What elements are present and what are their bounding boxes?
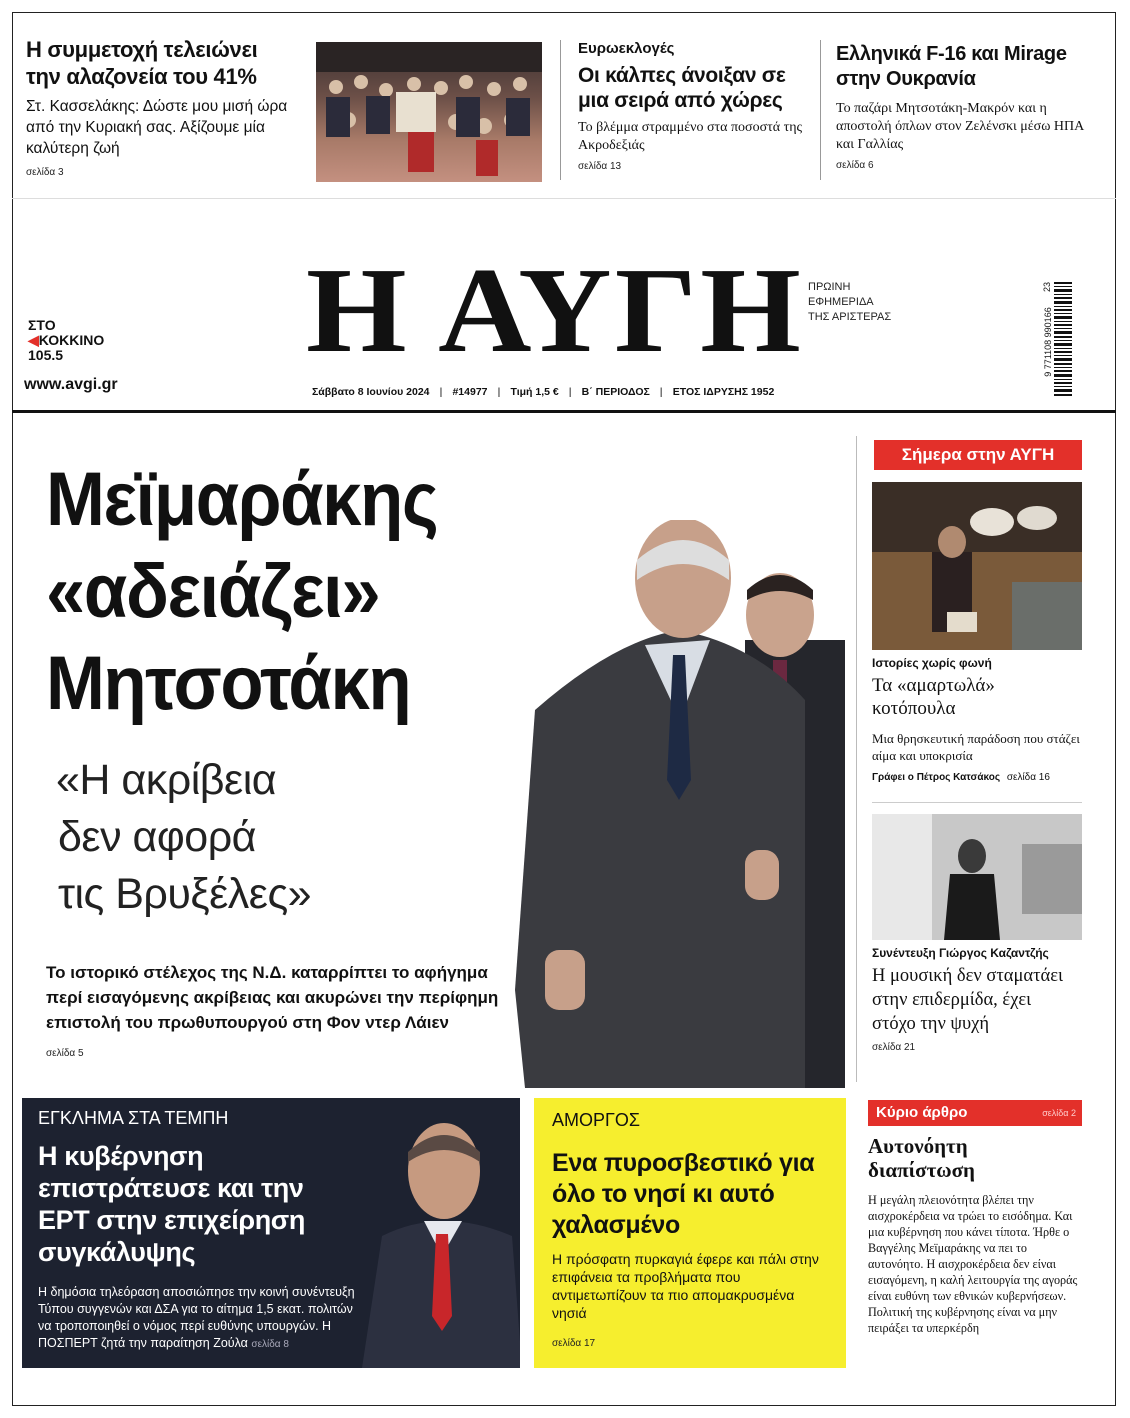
sidebar-photo-chickens <box>872 482 1082 650</box>
quote-line: δεν αφορά <box>58 813 257 861</box>
issue-date: Σάββατο 8 Ιουνίου 2024 <box>312 386 430 398</box>
sidebar-item-2-kicker: Συνέντευξη Γιώργος Καζαντζής <box>872 946 1049 960</box>
issue-founded: ΕΤΟΣ ΙΔΡΥΣΗΣ 1952 <box>672 386 775 398</box>
editorial-label-bar <box>868 1100 1082 1126</box>
minister-image <box>362 1116 520 1368</box>
top-story-1[interactable] <box>26 36 296 178</box>
top-story-2-body: Το βλέμμα στραμμένο στα ποσοστά της Ακροδεξιάς <box>578 120 803 153</box>
page-ref: σελίδα 16 <box>1006 772 1050 783</box>
sidebar-item-2-title: Η μουσική δεν σταματάει στην επιδερμίδα, έχει στόχο την ψυχή <box>872 966 1063 1034</box>
barcode-number: 9 771108 990166 <box>1043 307 1053 377</box>
chickens-image <box>872 482 1082 650</box>
tempi-box[interactable] <box>22 1098 520 1368</box>
radio-logo[interactable] <box>28 318 104 362</box>
tagline-line: ΤΗΣ ΑΡΙΣΤΕΡΑΣ <box>808 311 892 323</box>
amorgos-body: Η πρόσφατη πυρκαγιά έφερε και πάλι στην επιφάνεια τα προβλήματα που αντιμετωπίζουν τα πιο απομακρυσμένα νησιά <box>552 1251 819 1321</box>
top-story-1-page: σελίδα 3 <box>26 167 64 178</box>
sidebar-item-1-title: Τα «αμαρτωλά» κοτόπουλα <box>872 675 995 719</box>
top-story-2[interactable] <box>578 40 803 172</box>
top-story-3[interactable] <box>836 42 1091 171</box>
top-story-2-title: Οι κάλπες άνοιξαν σε μια σειρά από χώρες <box>578 64 786 112</box>
politicians-image <box>505 520 845 1088</box>
tempi-body-text: Η δημόσια τηλεόραση αποσιώπησε την κοινή συνέντευξη Τύπου συγγενών και ΔΣΑ για το αίτημα 1,5 εκατ. πολιτών να τροποποιηθεί ο νόμος περί ευθύνης υπουργών. Η ΠΟΣΠΕΡΤ ζητά την παραίτηση Ζούλα <box>38 1285 355 1350</box>
lead-headline <box>46 454 437 730</box>
masthead-tagline <box>808 280 891 325</box>
tempi-title: Η κυβέρνηση επιστράτευσε και την ΕΡΤ στην επιχείρηση συγκάλυψης <box>38 1141 305 1267</box>
sidebar-header: Σήμερα στην ΑΥΓΗ <box>874 440 1082 470</box>
tempi-kicker: ΕΓΚΛΗΜΑ ΣΤΑ ΤΕΜΠΗ <box>38 1108 229 1128</box>
quote-line: τις Βρυξέλες» <box>58 870 312 918</box>
headline-line: Μητσοτάκη <box>46 641 411 726</box>
sidebar-item-2-page: σελίδα 21 <box>872 1042 916 1053</box>
sidebar-item-1-credit <box>872 772 1082 783</box>
masthead-rule <box>12 410 1116 413</box>
radio-name: ΚΟΚΚΙΝΟ <box>38 332 105 348</box>
musician-image <box>872 814 1082 940</box>
tagline-line: ΕΦΗΜΕΡΙΔΑ <box>808 296 874 308</box>
top-story-1-title: Η συμμετοχή τελειώνει την αλαζονεία του 41% <box>26 37 258 89</box>
issue-period: Β΄ ΠΕΡΙΟΔΟΣ <box>581 386 650 398</box>
quote-line: «Η ακρίβεια <box>56 756 277 804</box>
divider <box>560 40 561 180</box>
sidebar-item-1[interactable] <box>872 656 1082 783</box>
website-link[interactable]: www.avgi.gr <box>24 376 118 393</box>
arrow-icon: ◀ <box>28 332 39 348</box>
divider <box>872 802 1082 803</box>
amorgos-kicker: ΑΜΟΡΓΟΣ <box>552 1110 641 1130</box>
top-story-3-page: σελίδα 6 <box>836 160 874 171</box>
tempi-page: σελίδα 8 <box>251 1339 289 1350</box>
lead-summary: Το ιστορικό στέλεχος της Ν.Δ. καταρρίπτει το αφήγημα περί εισαγόμενης ακρίβειας και ακυρώνει την περίφημη επιστολή του πρωθυπουργού στη Φον ντερ Λάιεν <box>46 963 499 1032</box>
sidebar-item-1-body: Μια θρησκευτική παράδοση που στάζει αίμα και υποκρισία <box>872 731 1080 763</box>
top-story-3-body: Το παζάρι Μητσοτάκη-Μακρόν και η αποστολή όπλων στον Ζελένσκι μέσω ΗΠΑ και Γαλλίας <box>836 101 1084 152</box>
amorgos-page: σελίδα 17 <box>552 1338 596 1349</box>
top-photo-crowd <box>316 42 542 182</box>
divider <box>856 436 857 1082</box>
tagline-line: ΠΡΩΙΝΗ <box>808 281 851 293</box>
sidebar-item-2[interactable] <box>872 946 1082 1053</box>
headline-line: Μεϊμαράκης <box>46 457 438 542</box>
byline: Γράφει ο Πέτρος Κατσάκος <box>872 772 1001 783</box>
issue-info-bar: Σάββατο 8 Ιουνίου 2024 | #14977 | Τιμή 1,5 € | Β΄ ΠΕΡΙΟΔΟΣ | ΕΤΟΣ ΙΔΡΥΣΗΣ 1952 <box>312 386 775 398</box>
editorial[interactable] <box>868 1100 1082 1336</box>
issue-number: #14977 <box>452 386 488 398</box>
divider <box>820 40 821 180</box>
radio-line2 <box>28 332 104 348</box>
lead-story[interactable] <box>46 454 467 730</box>
barcode-issue: 23 <box>1042 281 1053 293</box>
tempi-body <box>38 1284 368 1353</box>
sidebar-photo-interview <box>872 814 1082 940</box>
editorial-body: Η μεγάλη πλειονότητα βλέπει την αισχροκέρδεια να τρώει το εισόδημα. Και μια κυβέρνηση που κάνει τίποτα. Ήρθε ο Βαγγέλης Μεϊμαράκης να πει το αυτονόητο. Η αισχροκέρδεια δεν είναι εισαγόμενη, η καλή λειτουργία της αγοράς είναι ευθύνη των εθνικών κυβερνήσεων. Πολιτική της κυβέρνησης είναι να μην πειράξει τα υπερκέρδη <box>868 1193 1078 1335</box>
radio-frequency: 105.5 <box>28 347 64 363</box>
amorgos-box[interactable] <box>534 1098 846 1368</box>
issue-price: Τιμή 1,5 € <box>510 386 559 398</box>
amorgos-title: Ενα πυροσβεστικό για όλο το νησί κι αυτό χαλασμένο <box>552 1149 815 1239</box>
sidebar-item-1-kicker: Ιστορίες χωρίς φωνή <box>872 656 992 670</box>
editorial-title: Αυτονόητη διαπίστωση <box>868 1134 975 1182</box>
lead-photo <box>505 520 845 1088</box>
barcode <box>1040 282 1072 408</box>
editorial-label: Κύριο άρθρο <box>876 1104 968 1121</box>
headline-line: «αδειάζει» <box>46 549 380 634</box>
radio-line1: ΣΤΟ <box>28 317 56 333</box>
top-story-2-kicker: Ευρωεκλογές <box>578 40 675 57</box>
lead-quote <box>56 752 311 923</box>
top-story-2-page: σελίδα 13 <box>578 161 622 172</box>
divider <box>12 198 1116 199</box>
editorial-page: σελίδα 2 <box>1042 1108 1076 1118</box>
lead-page: σελίδα 5 <box>46 1048 84 1059</box>
masthead-title[interactable]: Η ΑΥΓΗ <box>306 243 804 378</box>
top-story-3-title: Ελληνικά F-16 και Mirage στην Ουκρανία <box>836 43 1067 90</box>
crowd-image <box>316 42 542 182</box>
top-story-1-body: Στ. Κασσελάκης: Δώστε μου μισή ώρα από την Κυριακή σας. Αξίζουμε μία καλύτερη ζωή <box>26 98 288 157</box>
